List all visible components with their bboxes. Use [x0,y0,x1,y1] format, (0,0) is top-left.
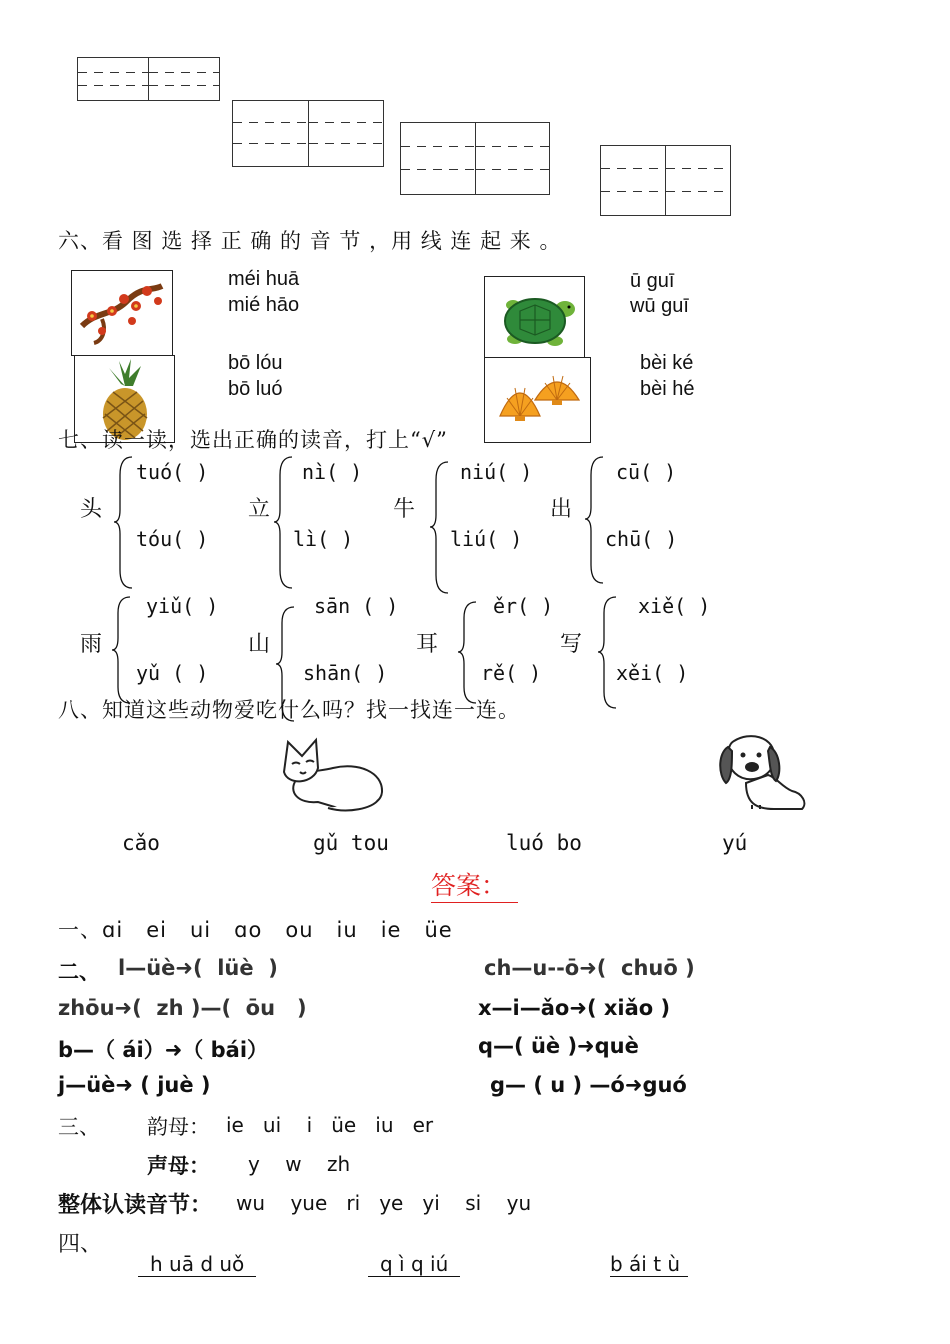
option-er[interactable]: ěr( ) [493,594,554,618]
writing-grid-4 [600,145,731,216]
option-yu[interactable]: yǔ ( ) [136,661,209,685]
food-yu: yú [722,831,748,855]
brace-2 [274,455,294,590]
shell-option-1: bèi ké [640,352,694,374]
answer-2-8: g— ( u ) —ó➜guó [490,1073,687,1097]
char-yu: 雨 [80,632,103,657]
answer-4-word-1: h uā d uǒ [138,1252,256,1277]
answer-2-2: ch—u--ō➜( chuō ) [484,956,695,980]
option-liu[interactable]: liú( ) [450,527,523,551]
food-cao: cǎo [122,831,160,855]
brace-1 [114,455,134,590]
option-tou[interactable]: tóu( ) [136,527,209,551]
option-li[interactable]: lì( ) [293,527,354,551]
answer-2-label: 二、 [58,960,100,984]
plum-option-1: méi huā [228,268,300,290]
char-er: 耳 [416,632,439,657]
section7-title: 七、读一读，选出正确的读音，打上“√” [58,428,448,452]
brace-5 [112,595,132,705]
answer-4-word-3: b ái t ù [610,1252,688,1277]
option-ni[interactable]: nì( ) [302,460,363,484]
answer-2-7: j—üè➜ ( juè ) [58,1073,211,1097]
dog-icon [716,733,808,811]
answer-3-label: 三、 [58,1115,100,1139]
char-shan: 山 [248,632,271,657]
brace-8 [598,595,618,710]
shell-icon [485,358,590,442]
answer-4-label: 四、 [58,1232,103,1257]
plum-option-2: mié hāo [228,294,300,316]
answer-4-word-2: q ì q iú [368,1252,460,1277]
answer-3-zhengti: wu yue ri ye yi si yu [236,1191,532,1215]
shell-picture [484,357,591,443]
food-luobo: luó bo [506,831,582,855]
plum-blossom-picture [71,270,173,356]
brace-3 [430,460,450,595]
section6-title: 六、看 图 选 择 正 确 的 音 节 ，用 线 连 起 来 。 [58,229,562,253]
option-niu[interactable]: niú( ) [460,460,533,484]
option-tuo[interactable]: tuó( ) [136,460,209,484]
answer-3-yunmu: ie ui i üe iu er [226,1113,434,1137]
pineapple-option-2: bō luó [228,378,283,400]
option-yiu[interactable]: yiǔ( ) [146,594,219,618]
food-gutou: gǔ tou [313,831,389,855]
option-shan[interactable]: shān( ) [303,661,388,685]
plum-blossom-icon [72,271,172,355]
turtle-option-1: ū guī [630,270,675,292]
answer-2-4: x—i—ǎo➜( xiǎo ) [478,996,671,1020]
turtle-option-2: wū guī [630,295,689,317]
writing-grid-2 [232,100,384,167]
answers-title: 答案： [431,866,518,903]
answer-2-1: l—üè➜( lüè ) [118,956,278,980]
section8-title: 八、知道这些动物爱吃什么吗？找一找连一连。 [58,698,520,722]
answer-1: 一、ɑi ei ui ɑo ou iu ie üe [58,918,453,942]
option-chu[interactable]: chū( ) [605,527,678,551]
char-chu: 出 [550,497,573,522]
brace-4 [585,455,605,585]
shell-option-2: bèi hé [640,378,695,400]
option-re[interactable]: rě( ) [481,661,542,685]
turtle-icon [485,277,584,359]
writing-grid-1 [77,57,220,101]
char-niu: 牛 [393,497,416,522]
char-li: 立 [248,497,271,522]
option-xei[interactable]: xěi( ) [616,661,689,685]
cat-icon [278,732,388,814]
answer-2-3: zhōu➜( zh )—( ōu ) [58,996,307,1020]
answer-2-6: q—( üè )➜què [478,1034,639,1058]
answer-3-shengmu: y w zh [248,1152,351,1176]
writing-grid-3 [400,122,550,195]
answer-3-zhengti-label: 整体认读音节： [58,1193,213,1218]
brace-7 [458,600,478,705]
turtle-picture [484,276,585,360]
option-san[interactable]: sān ( ) [314,594,399,618]
answer-3-shengmu-label: 声母： [147,1154,210,1178]
answer-2-5: b—（ ái）➜（ bái） [58,1038,269,1062]
option-cu[interactable]: cū( ) [616,460,677,484]
answer-3-yunmu-label: 韵母： [147,1115,210,1139]
char-xie: 写 [560,632,583,657]
option-xie[interactable]: xiě( ) [638,594,711,618]
char-tou: 头 [80,497,103,522]
pineapple-option-1: bō lóu [228,352,283,374]
